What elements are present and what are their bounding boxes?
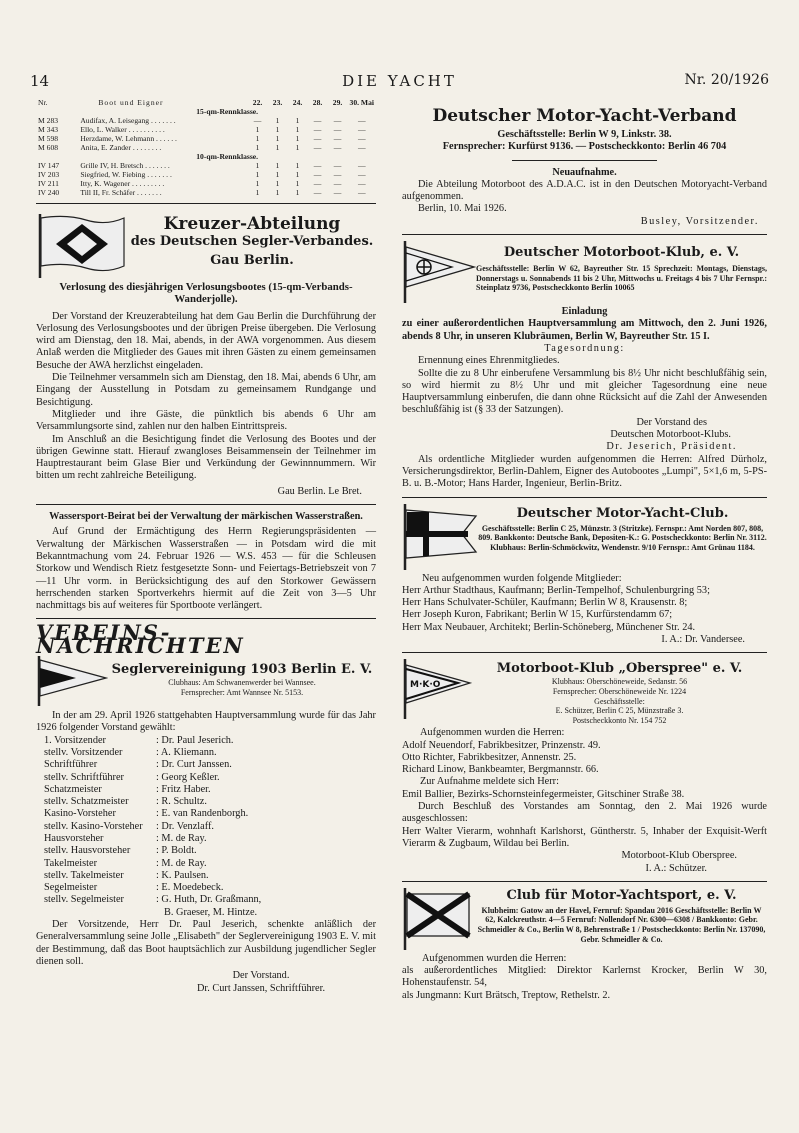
dmyc-header: [402, 504, 767, 570]
list-item: Schriftführer : Dr. Curt Janssen.: [44, 759, 232, 771]
vereins-nachrichten-heading: VEREINS-NACHRICHTEN: [36, 620, 245, 658]
dmk-sign1: Der Vorstand des: [636, 416, 707, 428]
dmyc-sign: I. A.: Dr. Vandersee.: [661, 634, 745, 646]
list-item: Kasino-Vorsteher : E. van Randenborgh.: [44, 808, 249, 820]
dmk-p3: Als ordentliche Mitglieder wurden aufgenommen die Herren: Alfred Dürholz, Versicherungsdirektor, Berlin-Dahlem, Eigner des Autobootes „Lumpi", 5×1,6 m, 5-PS-B. u. B.-Motor; Hans Harder, Ingenieur, Berlin-Britz.: [402, 453, 767, 490]
oberspree-info-1: Klubhaus: Oberschöneweide, Sedanstr. 56: [551, 677, 688, 687]
col-29: 29.: [332, 98, 343, 107]
list-item: stellv. Takelmeister : K. Paulsen.: [44, 869, 209, 881]
pennant-icon: [36, 656, 108, 706]
divider: [402, 234, 767, 235]
list-item: stellv. Kasino-Vorsteher : Dr. Venzlaff.: [44, 820, 214, 832]
seglervereinigung-intro: In der am 29. April 1926 stattgehabten Hauptversammlung wurde für das Jahr 1926 folgender Vorstand gewählt:: [36, 710, 376, 734]
list-item: Hausvorsteher : M. de Ray.: [44, 832, 207, 844]
kreuzer-p2: Die Teilnehmer versammeln sich am Dienstag, den 18. Mai, abends 6 Uhr, am Eingang der Ausstellung in Potsdam zu gemeinsamem Rundgange und Besichtigung.: [36, 372, 376, 408]
officers-table: [36, 735, 376, 919]
table-row: IV 203 Siegfried, W. Fiebing . . . . . . . 1 1 1 — — —: [38, 170, 366, 179]
divider: [36, 203, 376, 204]
list-item: B. Graeser, M. Hintze.: [164, 906, 258, 918]
race-results-table: [36, 98, 376, 197]
table-row: M 608 Anita, E. Zander . . . . . . . . 1 1 1 — — —: [38, 143, 366, 152]
dmk-agenda: Tagesordnung:: [544, 342, 625, 354]
dmyc-title: Deutscher Motor-Yacht-Club.: [516, 505, 729, 521]
cmy-flag-icon: [402, 888, 476, 950]
oberspree-info-3: Geschäftsstelle:: [594, 696, 645, 706]
kreuzer-p4: Im Anschluß an die Besichtigung findet die Verlosung des Bootes und der übrigen Gewinne statt. Hierauf zwangloses Beisammensein der Teilnehmer im Hauptrestaurant beim Glase Bier und Verkündung der Gewinnnummern. Wir bitten um recht zahlreiche Beteiligung.: [36, 433, 376, 482]
svg-text:M·K·O: M·K·O: [410, 680, 441, 691]
dmyc-member-2: Herr Hans Schulvater-Schüler, Kaufmann; Berlin W 8, Krausenstr. 8;: [402, 597, 688, 609]
dmk-agenda-item: Ernennung eines Ehrenmitgliedes.: [418, 355, 560, 367]
dmk-p1: zu einer außerordentlichen Hauptversammlung am Mittwoch, den 2. Juni 1926, abends 8 Uhr, in unseren Klubräumen, Berlin W, Bayreuther Str. 15 I.: [402, 318, 767, 342]
dmyc-member-4: Herr Max Neubauer, Architekt; Berlin-Schöneberg, Münchener Str. 24.: [402, 621, 696, 633]
divider: [402, 881, 767, 882]
oberspree-p: Durch Beschluß des Vorstandes am Sonntag, den 2. Mai 1926 wurde ausgeschlossen:: [402, 801, 767, 825]
dmyv-sub: Neuaufnahme.: [552, 166, 617, 178]
seglervereinigung-title: Seglervereinigung 1903 Berlin E. V.: [111, 662, 373, 678]
oberspree-intro-2: Zur Aufnahme meldete sich Herr:: [420, 776, 559, 788]
col-24: 24.: [292, 98, 303, 107]
oberspree-member-3: Richard Linow, Bankbeamter, Bergmannstr. 66.: [402, 764, 599, 776]
page-number: 14: [30, 72, 50, 90]
kreuzer-p1: Der Vorstand der Kreuzerabteilung hat dem Gau Berlin die Durchführung der Verlosung des Verlosungsbootes und der übrigen Preise übergeben. Die Verlosung wird am Dienstag, den 18. Mai, abends, in der AWA vorgenommen. Aus diesem Anlaß werden die Mitglieder des Gaues mit ihren Gästen zu einem gemeinsamen Besuche der AWA herzlichst eingeladen.: [36, 310, 376, 371]
oberspree-title: Motorboot-Klub „Oberspree" e. V.: [496, 661, 743, 677]
dmk-title: Deutscher Motorboot-Klub, e. V.: [503, 245, 740, 261]
table-row: M 283 Audifax, A. Leisegang . . . . . . . — 1 1 — — —: [38, 116, 366, 125]
dmyc-member-3: Herr Joseph Kuron, Fabrikant; Berlin W 15, Kurfürstendamm 67;: [402, 609, 673, 621]
seglervereinigung-phone: Fernsprecher: Amt Wannsee Nr. 5153.: [180, 687, 304, 697]
kreuzer-flag-icon: [36, 212, 128, 278]
dmk-sign2: Deutschen Motorboot-Klubs.: [610, 429, 731, 441]
wassersport-p1: Auf Grund der Ermächtigung des Herrn Regierungspräsidenten — Verwaltung der Märkischen Wasserstraßen — in Potsdam wird die mit Bekanntmachung vom 24. Februar 1926 — W.S. 453 — für die Schleusen Storkow und Wendisch Rietz festgesetzte Sonn- und Feiertags-Betriebszeit von 7—11 Uhr vorm. in Berücksichtigung des auf den Storkower Gewässern herrschenden starken Sportverkehrs hiermit auf die Zeit von 3—5 Uhr nachmittags bis auf weiteres für Sportboote verlängert.: [36, 526, 376, 612]
seglervereinigung-clubhaus: Clubhaus: Am Schwanenwerder bei Wannsee.: [168, 678, 316, 688]
dmyc-intro: Neu aufgenommen wurden folgende Mitglieder:: [422, 572, 622, 584]
dmk-header: [402, 241, 767, 303]
list-item: Segelmeister : E. Moedebeck.: [44, 882, 224, 894]
table-row: M 598 Herzdame, W. Lehmann . . . . . . 1 1 1 — — —: [38, 134, 366, 143]
dmyv-phone: Fernsprecher: Kurfürst 9136. — Postscheckkonto: Berlin 46 704: [442, 141, 727, 153]
dmyv-p: Die Abteilung Motorboot des A.D.A.C. ist in den Deutschen Motoryacht-Verband aufgenommen.: [402, 178, 767, 203]
page-header: [30, 72, 769, 94]
dmk-pennant-icon: [402, 241, 476, 303]
oberspree-info-4: E. Schützer, Berlin C 25, Münzstraße 3.: [555, 706, 684, 716]
oberspree-sign1: Motorboot-Klub Oberspree.: [621, 850, 737, 862]
kreuzer-verlosung-title: Verlosung des diesjährigen Verlosungsbootes (15-qm-Verbands-Wanderjolle).: [59, 281, 353, 306]
table-row: M 343 Ello, L. Walker . . . . . . . . . . 1 1 1 — — —: [38, 125, 366, 134]
dmyc-info: Geschäftsstelle: Berlin C 25, Münzstr. 3 (Stritzke). Fernspr.: Amt Norden 807, 808, 809. Bankkonto: Deutsche Bank, Depositen-K.: G. Postscheckkonto: Berlin Nr. 3112. Klubhaus: Berlin-Schmöckwitz, Wendenstr. 9/10 Fernspr.: Amt Grünau 1184.: [478, 523, 767, 552]
table-row: IV 240 Till II, Fr. Schäfer . . . . . . . 1 1 1 — — —: [38, 188, 366, 197]
mko-pennant-icon: [402, 659, 472, 719]
dmyv-date: Berlin, 10. Mai 1926.: [418, 203, 507, 215]
cmy-member-2: als Jungmann: Kurt Brätsch, Treptow, Rethelstr. 2.: [402, 989, 611, 1001]
dmk-sign3: Dr. Jeserich, Präsident.: [606, 441, 737, 453]
race-section-title: 15-qm-Rennklasse.: [196, 107, 259, 116]
col-boat: Boot und Eigner: [98, 98, 164, 107]
oberspree-info-5: Postscheckkonto Nr. 154 752: [572, 715, 667, 725]
cmy-info: Klubheim: Gatow an der Havel, Fernruf: Spandau 2016 Geschäftsstelle: Berlin W 62, Kalckreuthstr. 4—5 Fernruf: Nollendorf Nr. 6300—6308 / Bankkonto: Gebr. Schmeidler & Co., Berlin W 8, Behrenstraße 1 / Postscheckkonto: Berlin Nr. 137090, Gebr. Schmeidler & Co.: [477, 905, 766, 944]
list-item: stellv. Vorsitzender : A. Kliemann.: [44, 746, 217, 758]
list-item: stellv. Schriftführer : Georg Keßler.: [44, 771, 220, 783]
kreuzer-title: Kreuzer-Abteilung: [163, 214, 341, 234]
col-30: 30. Mai: [349, 98, 374, 107]
seglervereinigung-sign2: Dr. Curt Janssen, Schriftführer.: [196, 982, 326, 994]
dmk-sub: Einladung: [561, 306, 608, 318]
oberspree-p2: Herr Walter Vierarm, wohnhaft Karlshorst, Güntherstr. 5, Inhaber der Exquisit-Werft Vierarm & Zugbaum, Wildau bei Berlin.: [402, 825, 767, 849]
list-item: Schatzmeister : Fritz Haber.: [44, 783, 211, 795]
list-item: Takelmeister : M. de Ray.: [44, 857, 207, 869]
divider: [402, 497, 767, 498]
table-row: IV 211 Itty, K. Wagener . . . . . . . . . 1 1 1 — — —: [38, 179, 366, 188]
kreuzer-gau: Gau Berlin.: [210, 253, 294, 268]
col-22: 22.: [252, 98, 263, 107]
dmk-p2: Sollte die zu 8 Uhr einberufene Versammlung bis 8½ Uhr nicht beschlußfähig sein, so wird hiermit zu 8½ Uhr und mit gleicher Tagesordnung eine neue Hauptversammlung einberufen, die dann ohne Rücksicht auf die Zahl der Anwesenden beschlußfähig ist (§ 33 der Satzungen).: [402, 367, 767, 416]
col-nr: Nr.: [38, 98, 48, 107]
race-table-header: [36, 98, 376, 107]
dmyc-member-1: Herr Arthur Stadthaus, Kaufmann; Berlin-Tempelhof, Schulenburgring 53;: [402, 584, 710, 596]
seglervereinigung-p: Der Vorsitzende, Herr Dr. Paul Jeserich, schenkte anläßlich der Generalversammlung seine Jolle „Elisabeth" der Seglervereinigung 1903 E. V. mit der Bestimmung, daß das Boot hauptsächlich zur Ausbildung jugendlicher Segler dienen soll.: [36, 919, 376, 967]
seglervereinigung-header: [36, 656, 376, 706]
oberspree-header: [402, 659, 767, 725]
dmyv-title: Deutscher Motor-Yacht-Verband: [432, 106, 737, 126]
oberspree-member-1: Adolf Neuendorf, Fabrikbesitzer, Prinzenstr. 49.: [402, 739, 601, 751]
kreuzer-signature: Gau Berlin. Le Bret.: [277, 485, 362, 497]
left-column: [36, 98, 376, 995]
race-section-title: 10-qm-Rennklasse.: [196, 152, 259, 161]
table-row: IV 147 Grille IV, H. Bretsch . . . . . . . 1 1 1 — — —: [38, 161, 366, 170]
cmy-title: Club für Motor-Yachtsport, e. V.: [506, 887, 737, 903]
oberspree-member-4: Emil Ballier, Bezirks-Schornsteinfegermeister, Gitschiner Straße 38.: [402, 788, 685, 800]
oberspree-member-2: Otto Richter, Fabrikbesitzer, Annenstr. 25.: [402, 751, 577, 763]
divider: [512, 160, 657, 161]
magazine-title: DIE YACHT: [342, 72, 457, 90]
list-item: stellv. Schatzmeister : R. Schultz.: [44, 796, 207, 808]
dmyv-office: Geschäftsstelle: Berlin W 9, Linkstr. 38.: [497, 129, 672, 140]
oberspree-info-2: Fernsprecher: Oberschöneweide Nr. 1224: [552, 686, 687, 696]
cmy-member-1: als außerordentliches Mitglied: Direktor Karlernst Krocker, Berlin W 30, Hohenstaufenstr. 54,: [402, 965, 767, 989]
divider: [402, 652, 767, 653]
cmy-intro: Aufgenommen wurden die Herren:: [422, 952, 567, 964]
kreuzer-subtitle: des Deutschen Segler-Verbandes.: [130, 234, 374, 249]
divider: [36, 504, 376, 505]
wassersport-title: Wassersport-Beirat bei der Verwaltung der märkischen Wasserstraßen.: [49, 511, 363, 523]
kreuzer-p3: Mitglieder und ihre Gäste, die pünktlich bis abends 6 Uhr am Versammlungsorte sind, zahlen nur den halben Eintrittspreis.: [36, 408, 376, 433]
list-item: stellv. Hausvorsteher : P. Boldt.: [44, 845, 197, 857]
right-column: [402, 98, 767, 1002]
kreuzer-header: [36, 212, 376, 278]
col-28: 28.: [312, 98, 323, 107]
oberspree-intro: Aufgenommen wurden die Herren:: [420, 727, 565, 739]
list-item: stellv. Segelmeister : G. Huth, Dr. Graßmann,: [44, 894, 262, 906]
issue-number: Nr. 20/1926: [684, 72, 769, 88]
list-item: 1. Vorsitzender : Dr. Paul Jeserich.: [44, 734, 234, 746]
dmyv-sign: Busley, Vorsitzender.: [640, 215, 759, 227]
seglervereinigung-sign1: Der Vorstand.: [232, 970, 290, 982]
divider: [36, 618, 376, 619]
col-23: 23.: [272, 98, 283, 107]
oberspree-sign2: I. A.: Schützer.: [645, 862, 707, 874]
dmyc-flag-icon: [402, 504, 478, 570]
dmk-info: Geschäftsstelle: Berlin W 62, Bayreuther Str. 15 Sprechzeit: Montags, Dienstags, Donnerstags u. Sonnabends 11 bis 2 Uhr, Mittwochs u. Freitags 4 bis 7 Uhr Fernspr.: Steinplatz 9736, Postscheckkonto Berlin 10065: [476, 264, 767, 293]
cmy-header: [402, 888, 767, 950]
